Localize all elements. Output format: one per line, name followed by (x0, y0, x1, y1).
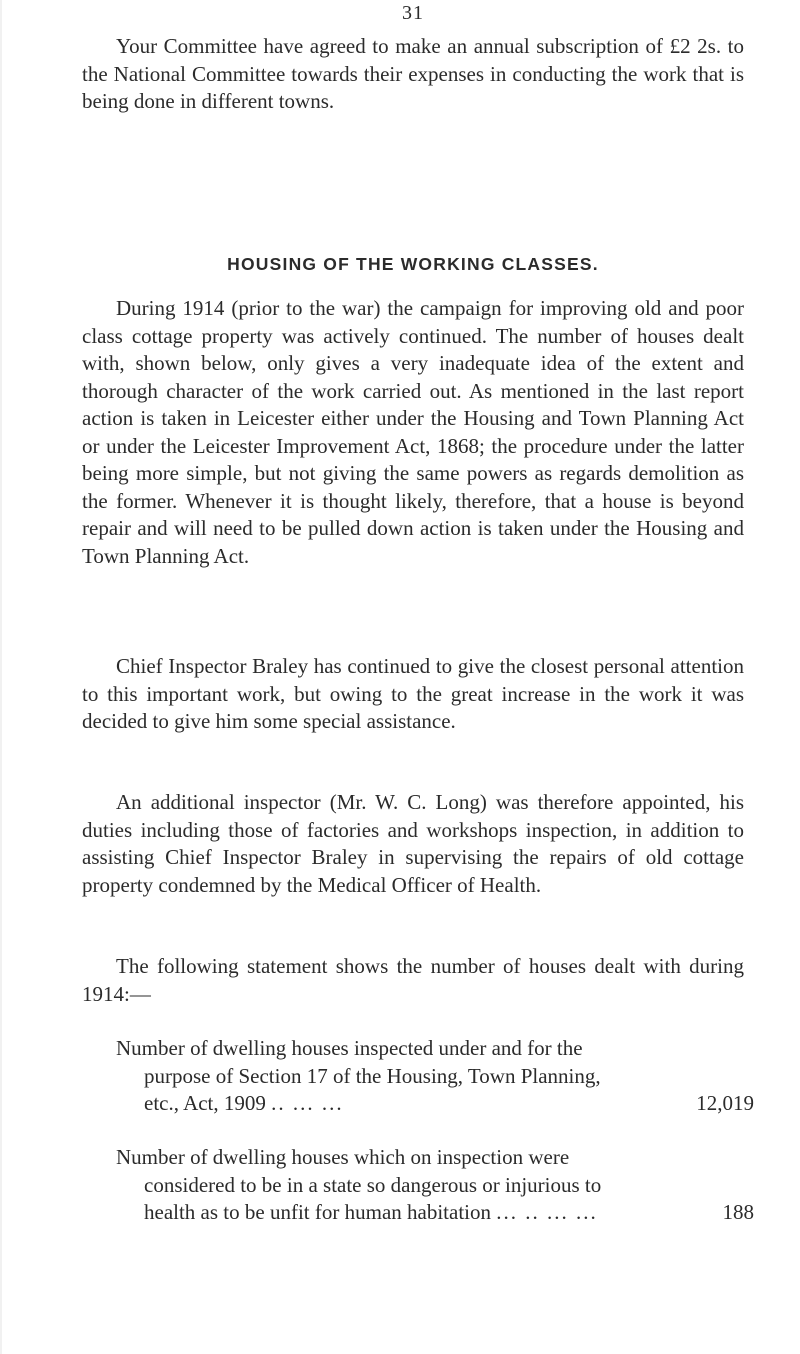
statistic-value: 12,019 (696, 1091, 754, 1115)
statistic-label-container (116, 1144, 726, 1227)
statistic-row-unfit (116, 1144, 754, 1227)
page-number: 31 (402, 2, 424, 24)
statistic-label: Number of dwelling houses which on inspection were considered to be in a state so dangerous or injurious to health as to be unfit for human habitation (116, 1145, 602, 1224)
body-paragraph-housing-campaign: During 1914 (prior to the war) the campaign for improving old and poor class cottage property was actively continued. The number of houses dealt with, shown below, only gives a very inadequate idea of the extent and thorough character of the work carried out. As mentioned in the last report action is taken in Leicester either under the Housing and Town Planning Act or under the Leicester Improvement Act, 1868; the procedure under the latter being more simple, but not giving the same powers as regards demolition as the former. Whenever it is thought likely, therefore, that a house is beyond repair and will need to be pulled down action is taken under the Housing and Town Planning Act. (82, 296, 744, 568)
body-paragraph-statement-intro: The following statement shows the number of houses dealt with during 1914:— (82, 954, 744, 1006)
statistic-row-inspected (116, 1035, 754, 1118)
page-edge-shadow (0, 0, 2, 1354)
body-paragraph-chief-inspector: Chief Inspector Braley has continued to give the closest personal attention to this important work, but owing to the great increase in the work it was decided to give him some special assistance. (82, 654, 744, 733)
statistic-label: Number of dwelling houses inspected under and for the purpose of Section 17 of the Housing, Town Planning, etc., Act, 1909 (116, 1036, 601, 1115)
intro-paragraph: Your Committee have agreed to make an annual subscription of £2 2s. to the National Committee towards their expenses in conducting the work that is being done in different towns. (82, 34, 744, 113)
statistic-value: 188 (722, 1200, 754, 1224)
dot-leader: ... .. ... ... (496, 1200, 598, 1224)
dot-leader: .. ... ... (271, 1091, 344, 1115)
section-heading: HOUSING OF THE WORKING CLASSES. (227, 254, 599, 274)
statistic-label-container (116, 1035, 726, 1118)
body-paragraph-additional-inspector: An additional inspector (Mr. W. C. Long) was therefore appointed, his duties including those of factories and workshops inspection, in addition to assisting Chief Inspector Braley in supervising the repairs of old cottage property condemned by the Medical Officer of Health. (82, 790, 744, 897)
document-page (82, 0, 754, 1354)
